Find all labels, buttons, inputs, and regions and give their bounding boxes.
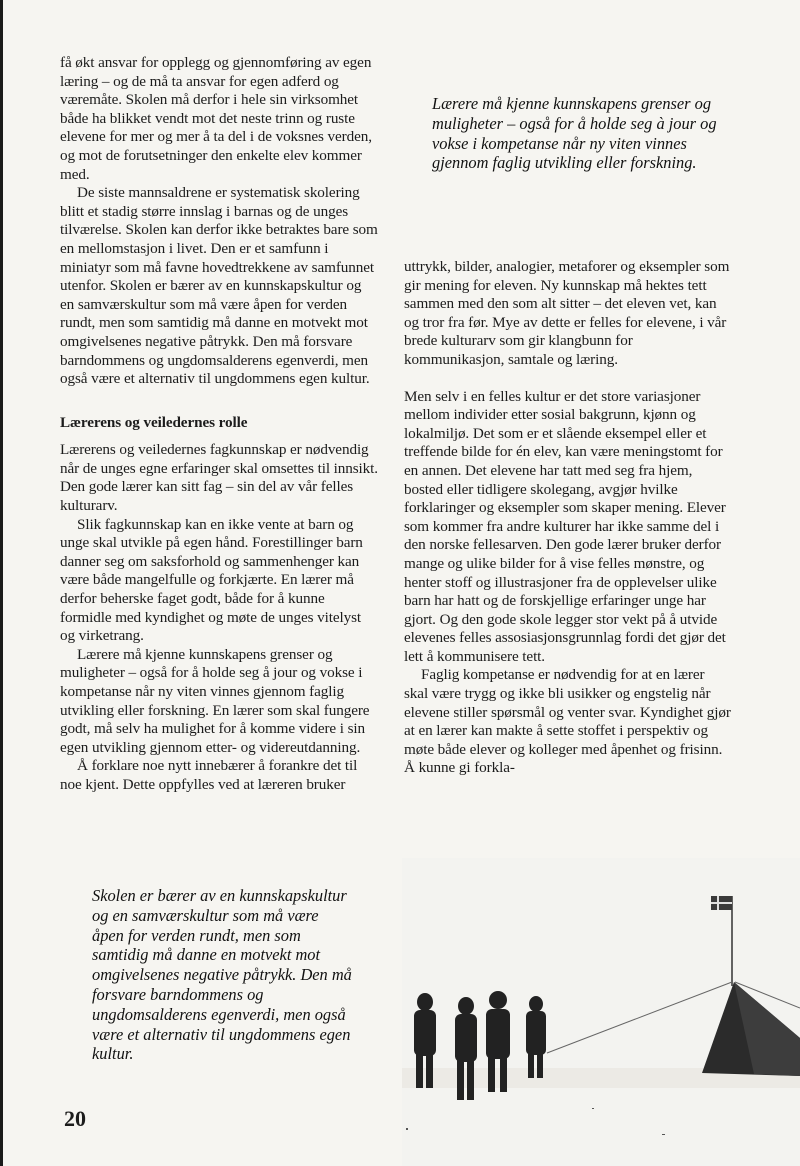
body-paragraph: Men selv i en felles kultur er det store variasjoner mellom individer etter sosial bakgrunn, kjønn og lokalmiljø. Det som er et slående eksempel eller et treffende bilde for én elev, kan være meningstomt for en annen. Det elevene har tatt med seg fra hjem, bosted eller tidligere skolegang, avgjør hvilke forklaringer og eksempler som skaper mening. Elever som kommer fra andre kulturer har ikke samme del i den norske fellesarven. Den gode lærer bruker derfor mange og ulike bilder for å vise felles mønstre, og henter stoff og illustrasjoner fra de opplevelser ulike barn har hatt og de forskjellige erfaringer unge har gjort. Og den gode skole legger stor vekt på å utvide elevenes felles assosiasjonsgrunnlag fordi det gjør det lett å kommunisere tett. — [404, 387, 726, 665]
expedition-photo — [402, 858, 800, 1166]
page-number: 20 — [64, 1106, 86, 1131]
page-edge — [0, 0, 3, 1166]
section-heading: Lærerens og veiledernes rolle — [60, 413, 248, 431]
left-text-column — [60, 54, 378, 795]
right-text-column — [404, 258, 732, 778]
pull-quote-top: Lærere må kjenne kunnskapens grenser og muligheter – også for å holde seg à jour og vokse i kompetanse når ny viten vinnes gjennom faglig utvikling eller forskning. — [432, 94, 717, 173]
body-paragraph: Å forklare noe nytt innebærer å forankre det til noe kjent. Dette oppfylles ved at læreren bruker — [60, 757, 358, 793]
pull-quote-bottom: Skolen er bærer av en kunnskapskultur og en samværskultur som må være åpen for verden rundt, men som samtidig må danne en motvekt mot omgivelsenes negative påtrykk. Den må forsvare barndommens og ungdomsalderens egenverdi, men også være et alternativ til ungdommens egen kultur. — [92, 886, 352, 1064]
flag-icon — [711, 896, 732, 910]
body-paragraph: få økt ansvar for opplegg og gjennomføring av egen læring – og de må ta ansvar for egen adferd og væremåte. Skolen må derfor i hele sin virksomhet både ha blikket vendt mot det neste trinn og ruste elevene for mer og mer å ta del i de voksnes verden, og mot de forutsetninger den enkelte elev kommer med. — [60, 54, 372, 183]
body-paragraph: uttrykk, bilder, analogier, metaforer og eksempler som gir mening for eleven. Ny kunnskap må hektes tett sammen med den som alt sitter – det eleven vet, kan og tror fra før. Mye av dette er felles for elevene, i vår brede kulturarv som gir klangbunn for kommunikasjon, samtale og læring. — [404, 258, 730, 368]
body-paragraph: Slik fagkunnskap kan en ikke vente at barn og unge skal utvikle på egen hånd. Forestillinger barn danner seg om saksforhold og sammenhenger kan være både mangelfulle og forkjærte. En lærer må derfor beherske faget godt, både for å kunne formidle med kyndighet og møte de unges vitelyst og virketrang. — [60, 515, 363, 645]
body-paragraph: Lærere må kjenne kunnskapens grenser og muligheter – også for å holde seg å jour og vokse i kompetanse når ny viten vinnes gjennom faglig utvikling eller forskning. En lærer som skal fungere godt, må selv ha mulighet for å komme videre i sin egen utvikling gjennom etter- og videreutdanning. — [60, 645, 370, 756]
body-paragraph: De siste mannsaldrene er systematisk skolering blitt et stadig større innslag i barnas og de unges tilværelse. Skolen kan derfor ikke betraktes bare som en mellomstasjon i livet. Den er et samfunn i miniatyr som må favne hovedtrekkene av samfunnet utenfor. Skolen er bærer av en kunnskapskultur og en samværskultur som må være åpen for verden rundt, men som samtidig må danne en motvekt mot omgivelsenes negative påtrykk. Den må forsvare barndommens og ungdomsalderens egenverdi, men også være et alternativ til ungdommens egen kultur. — [60, 184, 378, 388]
body-paragraph: Faglig kompetanse er nødvendig for at en lærer skal være trygg og ikke bli usikker og engstelig når elevene stiller spørsmål og venter svar. Kyndighet gjør at en lærer kan makte å sette stoffet i perspektiv og møte både elever og kolleger med åpenhet og frisinn. Å kunne gi forkla- — [404, 666, 731, 777]
body-paragraph: Lærerens og veiledernes fagkunnskap er nødvendig når de unges egne erfaringer skal omsettes til innsikt. Den gode lærer kan sitt fag – sin del av vår felles kulturarv. — [60, 441, 378, 515]
expedition-photo-image — [402, 858, 800, 1166]
